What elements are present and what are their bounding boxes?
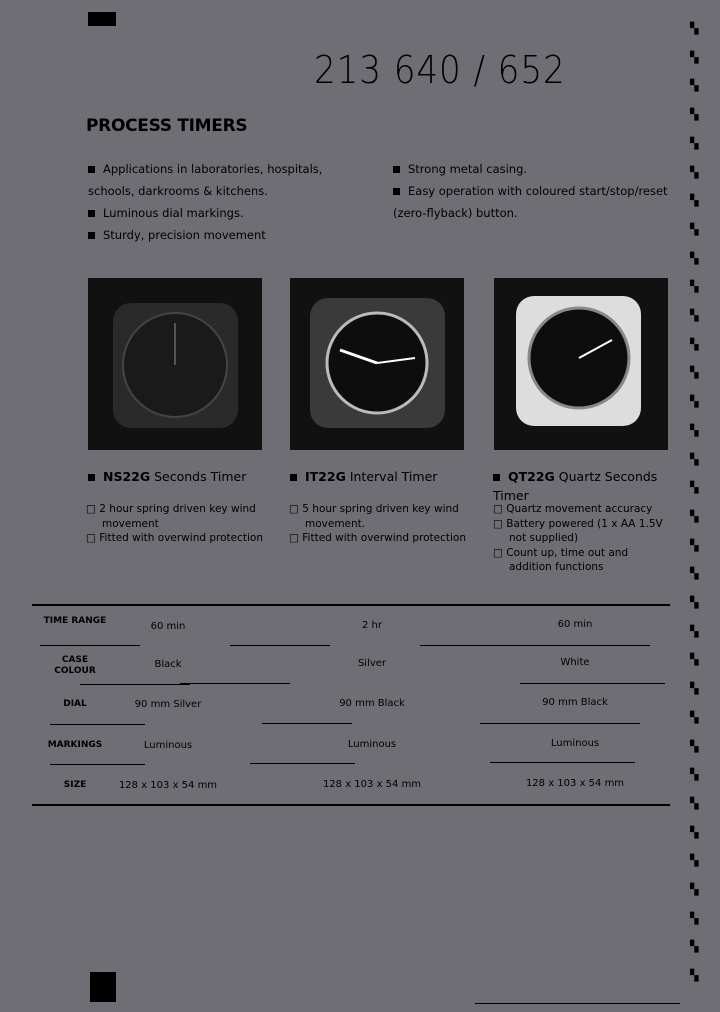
clock-image: [88, 278, 262, 450]
margin-mark: ▚: [690, 481, 699, 495]
margin-mark: ▚: [690, 22, 699, 35]
feature-item: □ Count up, time out and addition functions: [493, 546, 629, 573]
product-photo-ns22g: [88, 278, 262, 450]
feature-item: □ 5 hour spring driven key wind movement.: [289, 503, 459, 530]
product-caption: [290, 466, 437, 488]
margin-mark: ▚: [690, 280, 699, 294]
margin-mark: ▚: [690, 682, 699, 696]
row-label: CASE COLOUR: [54, 655, 96, 676]
margin-mark: ▚: [690, 825, 699, 839]
margin-mark: ▚: [690, 739, 699, 753]
cell: 90 mm Silver: [134, 699, 202, 710]
margin-mark: ▚: [690, 940, 699, 954]
margin-mark: ▚: [690, 251, 699, 265]
cell: 60 min: [557, 619, 593, 630]
footer-rule: [475, 1003, 680, 1004]
product-code: IT22G: [305, 469, 346, 484]
margin-mark: ▚: [690, 969, 699, 983]
product-photo-qt22g: [494, 278, 668, 450]
product-name: Seconds Timer: [154, 469, 247, 484]
margin-mark: ▚: [690, 653, 699, 667]
feature-list: [493, 502, 673, 575]
cell: 90 mm Black: [542, 697, 608, 708]
row-label: DIAL: [63, 699, 87, 709]
cell: Luminous: [347, 739, 397, 750]
bullet-item: [88, 202, 328, 224]
cell: Silver: [357, 658, 387, 669]
margin-mark: ▚: [690, 136, 699, 150]
clock-image: [290, 278, 464, 450]
row-label: MARKINGS: [47, 740, 103, 750]
cell: 128 x 103 x 54 mm: [118, 780, 218, 791]
product-name: Interval Timer: [349, 469, 438, 484]
margin-mark: ▚: [690, 222, 699, 236]
feature-list: [86, 502, 266, 546]
margin-mark: ▚: [690, 710, 699, 724]
feature-list: [289, 502, 469, 546]
bullet-list-left: [88, 158, 328, 246]
row-label: TIME RANGE: [43, 616, 107, 626]
bullet-text: Luminous dial markings.: [103, 206, 244, 220]
margin-mark: ▚: [690, 194, 699, 208]
product-code: QT22G: [508, 469, 555, 484]
product-name: Quartz Seconds Timer: [493, 469, 658, 503]
feature-item: □ Quartz movement accuracy: [493, 503, 653, 515]
margin-mark: ▚: [690, 567, 699, 581]
bullet-item: [88, 158, 328, 202]
margin-mark: ▚: [690, 883, 699, 896]
bullet-text: Easy operation with coloured start/stop/reset (zero-flyback) button.: [393, 184, 668, 220]
bullet-text: Strong metal casing.: [408, 162, 528, 176]
product-caption: [88, 466, 246, 488]
bullet-text: Sturdy, precision movement: [103, 228, 266, 242]
bullet-item: [393, 158, 683, 180]
cell: White: [560, 657, 590, 668]
margin-mark: ▚: [690, 538, 699, 552]
margin-mark: ▚: [690, 911, 699, 925]
margin-mark: ▚: [690, 366, 699, 380]
margin-mark: ▚: [690, 624, 699, 638]
margin-mark: ▚: [690, 423, 699, 437]
row-label: SIZE: [63, 780, 87, 790]
bullet-text: Applications in laboratories, hospitals, schools, darkrooms & kitchens.: [88, 162, 323, 198]
margin-mark: ▚: [690, 165, 699, 179]
feature-item: □ Fitted with overwind protection: [86, 532, 263, 544]
corner-mark: [88, 12, 116, 26]
cell: Luminous: [143, 740, 193, 751]
margin-mark: ▚: [690, 452, 699, 466]
clock-image: [494, 278, 668, 450]
cell: 128 x 103 x 54 mm: [525, 778, 625, 789]
bullet-list-right: [393, 158, 683, 224]
margin-mark: ▚: [690, 50, 699, 64]
bullet-item: [88, 224, 328, 246]
margin-mark: ▚: [690, 309, 699, 322]
margin-mark: ▚: [690, 395, 699, 409]
margin-mark: ▚: [690, 79, 699, 93]
cell: 90 mm Black: [339, 698, 405, 709]
margin-mark: ▚: [690, 796, 699, 810]
bullet-item: [393, 180, 683, 224]
cell: Black: [154, 659, 182, 670]
margin-mark: ▚: [690, 108, 699, 122]
margin-mark: ▚: [690, 337, 699, 351]
margin-mark: ▚: [690, 854, 699, 868]
feature-item: □ Battery powered (1 x AA 1.5V not supplied): [493, 517, 663, 544]
handwritten-reference: 213 640 / 652: [313, 48, 566, 92]
cell: 60 min: [150, 621, 186, 632]
product-code: NS22G: [103, 469, 151, 484]
product-photo-it22g: [290, 278, 464, 450]
feature-item: □ Fitted with overwind protection: [289, 532, 466, 544]
cell: Luminous: [550, 738, 600, 749]
product-caption: [493, 466, 663, 503]
margin-mark: ▚: [690, 768, 699, 782]
margin-mark: ▚: [690, 509, 699, 523]
cell: 128 x 103 x 54 mm: [322, 779, 422, 790]
cell: 2 hr: [362, 620, 382, 631]
margin-mark: ▚: [690, 596, 699, 609]
corner-mark: [90, 972, 116, 1002]
page-title: PROCESS TIMERS: [86, 116, 248, 136]
feature-item: □ 2 hour spring driven key wind movement: [86, 503, 256, 530]
